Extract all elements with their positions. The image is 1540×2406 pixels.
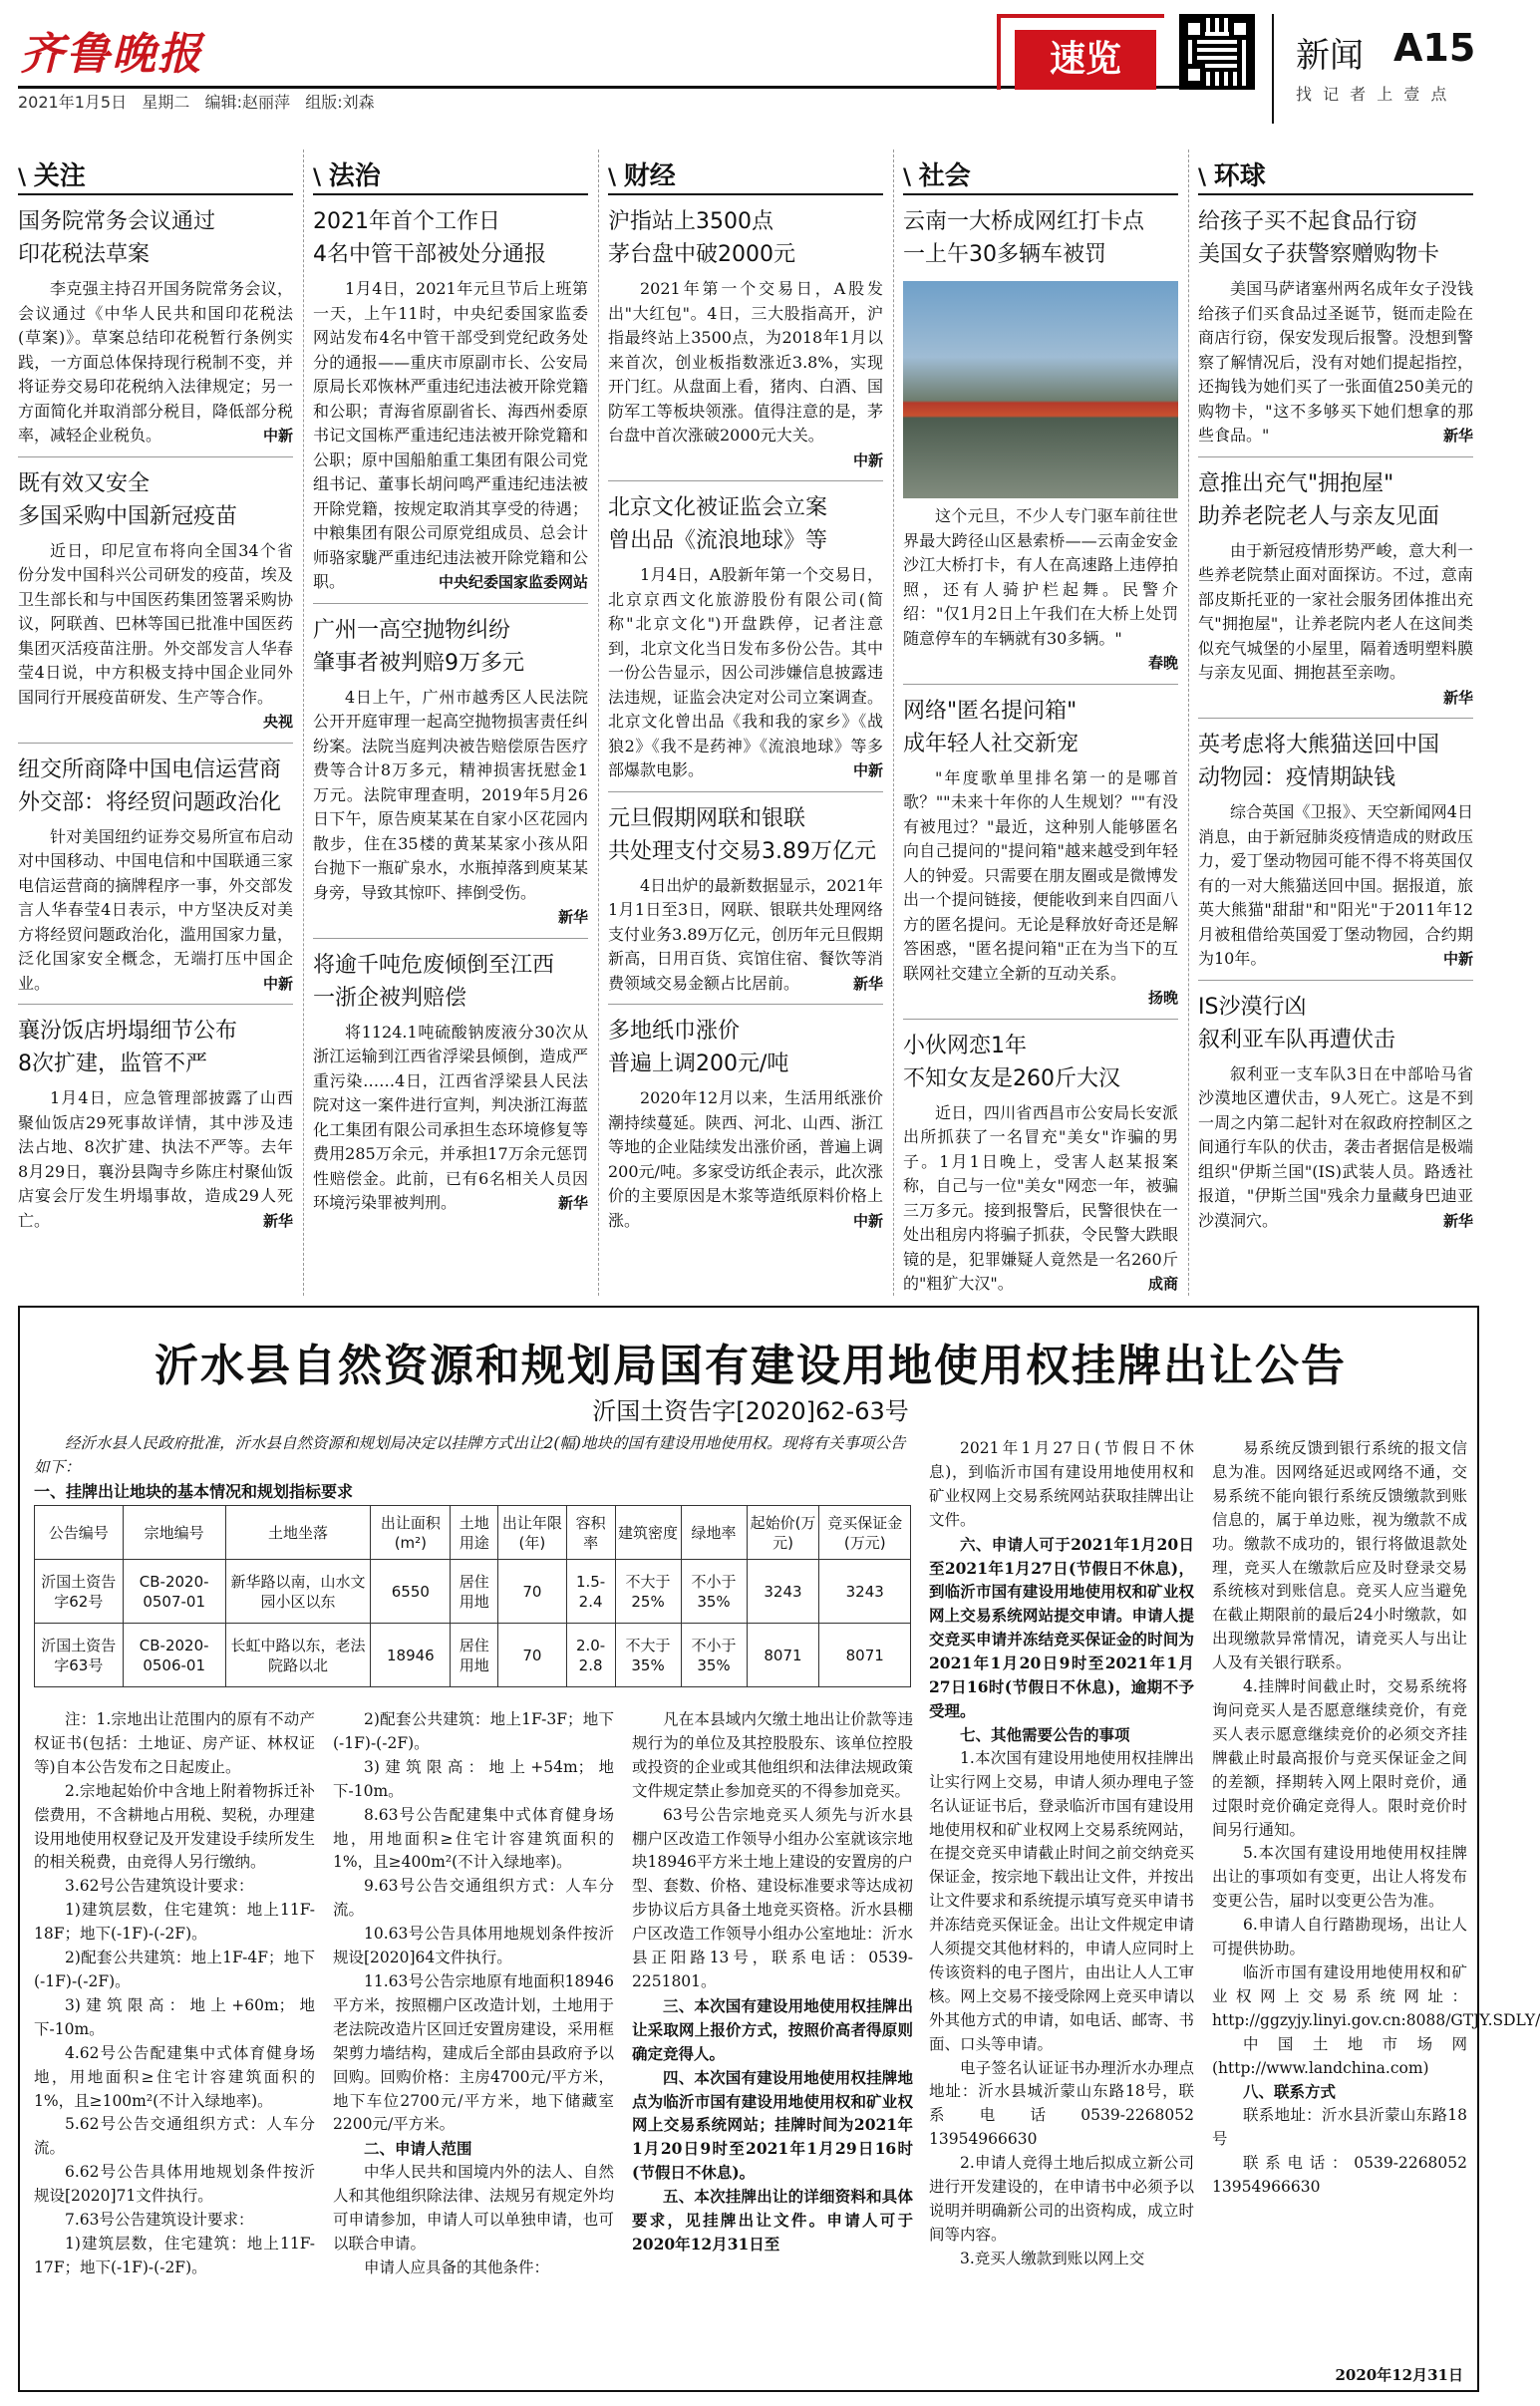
- column-divider: [303, 150, 304, 1296]
- article-source: 新华: [1442, 427, 1473, 445]
- table-cell: 沂国土资告字63号: [35, 1624, 124, 1687]
- column-heading: \ 法治: [313, 148, 588, 195]
- article-divider: [313, 603, 588, 604]
- announcement-paragraph: 5.62号公告交通组织方式：人车分流。: [34, 2115, 315, 2158]
- table-header: 建筑密度: [615, 1506, 681, 1560]
- column-heading: \ 关注: [18, 148, 293, 195]
- article-text: 由于新冠疫情形势严峻，意大利一些养老院禁止面对面探访。不过，意南部皮斯托亚的一家社会服务团体推出充气"拥抱屋"，让养老院内老人在这间类似充气城堡的小屋里，隔着透明塑料膜与亲友见面、拥抱甚至亲吻。: [1198, 540, 1473, 682]
- table-cell: 8071: [747, 1624, 819, 1687]
- article-headline: 国务院常务会议通过 印花税法草案: [18, 209, 216, 267]
- newspaper-logo: 齐鲁晚报: [20, 29, 203, 80]
- table-cell: 不小于35%: [681, 1560, 747, 1624]
- article-source: 央视: [262, 713, 293, 731]
- table-row: [35, 1560, 911, 1624]
- table-cell: 70: [498, 1624, 567, 1687]
- news-column-2: [313, 148, 588, 1304]
- announcement-number: 沂国土资告字[2020]62-63号: [592, 1397, 909, 1425]
- announcement-paragraph: 易系统反馈到银行系统的报文信息为准。因网络延迟或网络不通，交易系统不能向银行系统反馈缴款到账信息的，属于单边账，视为缴款不成功。缴款不成功的，银行将做退款处理，竞买人在缴款后应及时登录交易系统核对到账信息。竞买人应当避免在截止期限前的最后24小时缴款，如出现缴款异常情况，请竞买人与出让人及有关银行联系。: [1212, 1439, 1467, 1672]
- article-text: 叙利亚一支车队3日在中部哈马省沙漠地区遭伏击，9人死亡。这是不到一周之内第二起针对在叙政府控制区之间通行车队的伏击，袭击者据信是极端组织"伊斯兰国"(IS)武装人员。路透社报道，"伊斯兰国"残余力量藏身巴迪亚沙漠洞穴。: [1198, 1063, 1473, 1230]
- table-cell: 居住用地: [451, 1624, 498, 1687]
- article-body: [608, 563, 883, 783]
- article-headline: IS沙漠行凶 叙利亚车队再遭伏击: [1198, 994, 1396, 1053]
- announcement-paragraph: 中华人民共和国境内外的法人、自然人和其他组织除法律、法规另有规定外均可申请参加，申请人可以单独申请，也可以联合申请。: [333, 2163, 614, 2253]
- column-heading: \ 财经: [608, 148, 883, 195]
- announcement-paragraph: 三、本次国有建设用地使用权挂牌出让采取网上报价方式，按照价高者得原则确定竞得人。: [632, 1995, 913, 2063]
- announcement-paragraph: 7.63号公告建筑设计要求：: [65, 2211, 254, 2230]
- table-header: 竞买保证金(万元): [819, 1506, 911, 1560]
- article-text: 针对美国纽约证券交易所宣布启动对中国移动、中国电信和中国联通三家电信运营商的摘牌程序一事，外交部发言人华春莹4日表示，中方坚决反对美方将经贸问题政治化，滥用国家力量，泛化国家安全概念，无端打压中国企业。: [18, 826, 293, 993]
- article-headline: 云南一大桥成网红打卡点 一上午30多辆车被罚: [903, 209, 1145, 267]
- land-parcel-table: [34, 1505, 911, 1687]
- article-source: 扬晚: [1147, 989, 1178, 1007]
- article-divider: [18, 456, 293, 457]
- bridge-photo: [903, 281, 1178, 498]
- announcement-paragraph: 11.63号公告宗地原有地面积18946平方米，按照棚户区改造计划，土地用于老法院改造片区回迁安置房建设，采用框架剪力墙结构，建成后全部由县政府予以回购。回购价格：主房4700元/平方米，地下车位2700元/平方米，地下储藏室2200元/平方米。: [333, 1971, 614, 2134]
- article-body: [313, 1021, 588, 1216]
- article-headline: 英考虑将大熊猫送回中国 动物园：疫情期缺钱: [1198, 733, 1440, 790]
- announcement-paragraph: 电子签名认证证书办理沂水办理点地址：沂水县城沂蒙山东路18号，联系电话0539-2268052 13954966630: [929, 2058, 1194, 2149]
- announcement-paragraph: 3.竞买人缴款到账以网上交: [960, 2249, 1145, 2267]
- article-headline: 元旦假期网联和银联 共处理支付交易3.89万亿元: [608, 805, 876, 864]
- article-text: 近日，四川省西昌市公安局长安派出所抓获了一名冒充"美女"诈骗的男子。1月1日晚上，受害人赵某报案称，自己与一位"美女"网恋一年，被骗三万多元。接到报警后，民警很快在一处出租房内将骗子抓获，令民警大跌眼镜的是，犯罪嫌疑人竟然是一名260斤的"粗犷大汉"。: [903, 1102, 1178, 1293]
- announcement-paragraph: 凡在本县域内欠缴土地出让价款等违规行为的单位及其控股股东、该单位控股或投资的企业或其他组织和法律法规政策文件规定禁止参加竞买的不得参加竞买。: [632, 1710, 913, 1800]
- article-text: 这个元旦，不少人专门驱车前往世界最大跨径山区悬索桥——云南金安金沙江大桥打卡，有人在高速路上违停拍照，还有人骑护栏起舞。民警介绍："仅1月2日上午我们在大桥上处罚随意停车的车辆就有30多辆。": [903, 506, 1178, 648]
- announcement-paragraph: 2)配套公共建筑：地上1F-3F；地下(-1F)-(-2F)。: [333, 1710, 614, 1752]
- section-tag: 速览: [1015, 30, 1156, 90]
- article-body: [1198, 277, 1473, 449]
- article-body: [903, 1101, 1178, 1297]
- article-text: 2020年12月以来，生活用纸涨价潮持续蔓延。陕西、河北、山西、浙江等地的企业陆续发出涨价函，普遍上调200元/吨。多家受访纸企表示，此次涨价的主要原因是木浆等造纸原料价格上涨。: [608, 1088, 883, 1230]
- announcement-paragraph: 注：1.宗地出让范围内的原有不动产权证书(包括：土地证、房产证、林权证等)自本公告发布之日起废止。: [34, 1710, 315, 1776]
- table-cell: 70: [498, 1560, 567, 1624]
- announcement-col-1: [34, 1708, 315, 2386]
- article-text: 李克强主持召开国务院常务会议，会议通过《中华人民共和国印花税法(草案)》。草案总结印花税暂行条例实践，一方面总体保持现行税制不变，并将证券交易印花税纳入法律规定；另一方面简化并取消部分税目，降低部分税率，减轻企业税负。: [18, 279, 293, 445]
- article-divider: [1198, 456, 1473, 457]
- table-cell: 18946: [371, 1624, 451, 1687]
- article-source: 新华: [262, 1211, 293, 1230]
- announcement-paragraph: 申请人应具备的其他条件：: [364, 2257, 550, 2276]
- qr-code-icon: [1179, 14, 1255, 90]
- article-divider: [18, 1004, 293, 1005]
- article-source: 成商: [1147, 1275, 1178, 1293]
- article-headline: 多地纸巾涨价 普遍上调200元/吨: [608, 1019, 789, 1076]
- table-cell: 3243: [819, 1560, 911, 1624]
- column-heading: \ 环球: [1198, 148, 1473, 195]
- column-heading: \ 社会: [903, 148, 1178, 195]
- announcement-paragraph: 3.62号公告建筑设计要求：: [65, 1877, 254, 1896]
- column-divider: [1188, 150, 1189, 1296]
- article-body: [18, 825, 293, 997]
- article-divider: [1198, 718, 1473, 719]
- article-source: 中新: [852, 1211, 883, 1230]
- table-header: 起始价(万元): [747, 1506, 819, 1560]
- announcement-col-2: [333, 1708, 614, 2386]
- announcement-paragraph: 临沂市国有建设用地使用权和矿业权网上交易系统网址：http://ggzyjy.linyi.gov.cn:8088/GTJY.SDLY/: [1212, 1962, 1540, 2029]
- announcement-paragraph: 联系电话：0539-2268052 13954966630: [1212, 2154, 1467, 2197]
- article-source: 中新: [1442, 950, 1473, 968]
- announcement-paragraph: 八、联系方式: [1243, 2082, 1337, 2102]
- announcement-intro: 经沂水县人民政府批准，沂水县自然资源和规划局决定以挂牌方式出让2(幅)地块的国有建设用地使用权。现将有关事项公告如下：: [34, 1434, 906, 1476]
- news-column-4: [903, 148, 1178, 1304]
- article-body: [903, 766, 1178, 1007]
- news-column-5: [1198, 148, 1473, 1304]
- article-source: 新华: [852, 974, 883, 993]
- article-divider: [903, 684, 1178, 685]
- article-body: [18, 1086, 293, 1233]
- article-headline: 将逾千吨危废倾倒至江西 一浙企被判赔偿: [313, 952, 555, 1011]
- page-number: A15: [1393, 26, 1476, 70]
- announcement-paragraph: 1)建筑层数，住宅建筑：地上11F-18F；地下(-1F)-(-2F)。: [34, 1901, 315, 1944]
- article-source: 新华: [1442, 688, 1473, 707]
- article-source: 新华: [557, 908, 588, 926]
- announcement-paragraph: 七、其他需要公告的事项: [960, 1724, 1130, 1744]
- header-divider: [1272, 14, 1274, 124]
- article-source: 中新: [852, 451, 883, 469]
- table-header: 宗地编号: [123, 1506, 225, 1560]
- article-source: 中新: [852, 761, 883, 779]
- article-text: 4日出炉的最新数据显示，2021年1月1日至3日，网联、银联共处理网络支付业务3.89万亿元，创历年元旦假期新高，日用百货、宾馆住宿、餐饮等消费领域交易金额占比居前。: [608, 875, 883, 993]
- table-header: 土地坐落: [225, 1506, 371, 1560]
- table-caption: 一、挂牌出让地块的基本情况和规划指标要求: [34, 1482, 354, 1501]
- article-text: 1月4日，2021年元旦节后上班第一天，上午11时，中央纪委国家监委网站发布4名中管干部受到党纪政务处分的通报——重庆市原副市长、公安局原局长邓恢林严重违纪违法被开除党籍和公职；青海省原副省长、海西州委原书记文国栋严重违纪违法被开除党籍和公职；原中国船舶重工集团有限公司党组书记、董事长胡问鸣严重违纪违法被开除党籍，按规定取消其享受的待遇；中粮集团有限公司原党组成员、总会计师骆家駹严重违纪违法被开除党籍和公职。: [313, 279, 588, 591]
- article-divider: [608, 480, 883, 481]
- table-header: 公告编号: [35, 1506, 124, 1560]
- article-body: [18, 277, 293, 449]
- article-headline: 小伙网恋1年 不知女友是260斤大汉: [903, 1033, 1120, 1091]
- reporter-line: 找 记 者 上 壹 点: [1296, 85, 1450, 104]
- announcement-paragraph: 10.63号公告具体用地规划条件按沂规设[2020]64文件执行。: [333, 1925, 614, 1967]
- date-line: 2021年1月5日 星期二 编辑:赵丽萍 组版:刘森: [18, 93, 375, 112]
- article-divider: [608, 791, 883, 792]
- article-divider: [18, 743, 293, 744]
- table-cell: CB-2020-0507-01: [123, 1560, 225, 1624]
- article-body: [608, 874, 883, 997]
- article-divider: [313, 938, 588, 939]
- announcement-paragraph: 9.63号公告交通组织方式：人车分流。: [333, 1877, 614, 1920]
- article-body: [18, 539, 293, 731]
- table-cell: 3243: [747, 1560, 819, 1624]
- article-body: [1198, 800, 1473, 972]
- announcement-paragraph: 8.63号公告配建集中式体育健身场地，用地面积≥住宅计容建筑面积的1%，且≥400m²(不计入绿地率)。: [333, 1805, 614, 1872]
- article-text: 1月4日，A股新年第一个交易日，北京京西文化旅游股份有限公司(简称"北京文化")开盘跌停，记者注意到，北京文化当日发布多份公告。其中一份公告显示，因公司涉嫌信息披露违法违规，证监会决定对公司立案调查。北京文化曾出品《我和我的家乡》《战狼2》《我不是药神》《流浪地球》等多部爆款电影。: [608, 565, 883, 779]
- table-header: 出让年限(年): [498, 1506, 567, 1560]
- article-divider: [903, 1019, 1178, 1020]
- news-columns: [18, 148, 1479, 1304]
- article-divider: [1198, 980, 1473, 981]
- article-text: 近日，印尼宣布将向全国34个省份分发中国科兴公司研发的疫苗，埃及卫生部长和与中国医药集团签署采购协议，阿联酋、巴林等国已批准中国医药集团灭活疫苗注册。外交部发言人华春莹4日说，中方积极支持中国企业同外国同行开展疫苗研发、生产等合作。: [18, 540, 293, 707]
- article-text: 美国马萨诸塞州两名成年女子没钱给孩子们买食品过圣诞节，铤而走险在商店行窃，保安发现后报警。没想到警察了解情况后，没有对她们提起指控，还掏钱为她们买了一张面值250美元的购物卡，"这不多够买下她们想拿的那些食品。": [1198, 279, 1473, 445]
- article-text: 1月4日，应急管理部披露了山西聚仙饭店29死事故详情，其中涉及违法占地、8次扩建、执法不严等。去年8月29日，襄汾县陶寺乡陈庄村聚仙饭店宴会厅发生坍塌事故，造成29人死亡。: [18, 1088, 293, 1230]
- table-cell: 沂国土资告字62号: [35, 1560, 124, 1624]
- announcement-paragraph: 3)建筑限高：地上+54m；地下-10m。: [333, 1757, 614, 1800]
- announcement-paragraph: 中国土地市场网(http://www.landchina.com): [1212, 2034, 1467, 2077]
- announcement-col-5: [1212, 1437, 1540, 2359]
- article-headline: 意推出充气"拥抱屋" 助养老院老人与亲友见面: [1198, 470, 1440, 529]
- article-source: 中新: [262, 427, 293, 445]
- article-body: [1198, 1062, 1473, 1234]
- article-body: [313, 686, 588, 926]
- announcement-paragraph: 6.申请人自行踏勘现场，出让人可提供协助。: [1212, 1916, 1467, 1958]
- masthead: [0, 0, 1495, 154]
- article-body: [608, 1086, 883, 1233]
- article-text: 4日上午，广州市越秀区人民法院公开开庭审理一起高空抛物损害责任纠纷案。法院当庭判决被告赔偿原告医疗费等合计8万多元，精神损害抚慰金1万元。法院审理查明，2019年5月26日下午，原告庾某某在自家小区花园内散步，住在35楼的黄某某家小孩从阳台抛下一瓶矿泉水，水瓶掉落到庾某某身旁，导致其惊吓、摔倒受伤。: [313, 687, 588, 902]
- table-cell: 1.5-2.4: [566, 1560, 615, 1624]
- announcement-paragraph: 联系地址：沂水县沂蒙山东路18号: [1212, 2106, 1467, 2149]
- column-divider: [598, 150, 599, 1296]
- article-headline: 北京文化被证监会立案 曾出品《流浪地球》等: [608, 495, 828, 553]
- section-name: 新闻: [1296, 36, 1364, 76]
- article-headline: 纽交所商降中国电信运营商 外交部：将经贸问题政治化: [18, 756, 282, 815]
- announcement-paragraph: 6.62号公告具体用地规划条件按沂规设[2020]71文件执行。: [34, 2163, 315, 2206]
- article-source: 新华: [557, 1194, 588, 1212]
- article-headline: 襄汾饭店坍塌细节公布 8次扩建，监管不严: [18, 1019, 238, 1076]
- news-column-3: [608, 148, 883, 1304]
- article-text: 综合英国《卫报》、天空新闻网4日消息，由于新冠肺炎疫情造成的财政压力，爱丁堡动物园可能不得不将英国仅有的一对大熊猫送回中国。据报道，旅英大熊猫"甜甜"和"阳光"于2011年12月被租借给英国爱丁堡动物园，合约期为10年。: [1198, 802, 1473, 968]
- announcement-paragraph: 2.申请人竞得土地后拟成立新公司进行开发建设的，在申请书中必须予以说明并明确新公司的出资构成，成立时间等内容。: [929, 2154, 1194, 2244]
- table-cell: 6550: [371, 1560, 451, 1624]
- announcement-paragraph: 二、申请人范围: [364, 2139, 472, 2159]
- article-body: [1198, 539, 1473, 707]
- announcement-title: 沂水县自然资源和规划局国有建设用地使用权挂牌出让公告: [154, 1341, 1347, 1391]
- article-body: [608, 277, 883, 469]
- article-headline: 既有效又安全 多国采购中国新冠疫苗: [18, 470, 238, 529]
- land-auction-announcement: [18, 1306, 1540, 2392]
- table-header: 绿地率: [681, 1506, 747, 1560]
- article-headline: 网络"匿名提问箱" 成年轻人社交新宠: [903, 698, 1079, 756]
- announcement-paragraph: 1)建筑层数，住宅建筑：地上11F-17F；地下(-1F)-(-2F)。: [34, 2234, 315, 2276]
- table-cell: 不大于25%: [615, 1560, 681, 1624]
- article-text: 将1124.1吨硫酸钠废液分30次从浙江运输到江西省浮梁县倾倒，造成严重污染……4日，江西省浮梁县人民法院对这一案件进行宣判，判决浙江海蓝化工集团有限公司承担生态环境修复等费用285万余元，并承担17万余元惩罚性赔偿金。此前，已有6名相关人员因环境污染罪被判刑。: [313, 1022, 588, 1212]
- announcement-paragraph: 五、本次挂牌出让的详细资料和具体要求，见挂牌出让文件。申请人可于2020年12月31日至: [632, 2187, 913, 2254]
- table-cell: 2.0-2.8: [566, 1624, 615, 1687]
- announcement-paragraph: 3)建筑限高：地上+60m；地下-10m。: [34, 1995, 315, 2038]
- announcement-paragraph: 1.本次国有建设用地使用权挂牌出让实行网上交易，申请人须办理电子签名认证证书后，登录临沂市国有建设用地使用权和矿业权网上交易系统网站，在提交竞买申请截止时间之前交纳竞买保证金，按宗地下载出让文件，并按出让文件要求和系统提示填写竞买申请书并冻结竞买保证金。出让文件规定申请人须提交其他材料的，申请人应同时上传该资料的电子图片，由出让人人工审核。网上交易不接受除网上竞买申请以外其他方式的申请，如电话、邮寄、书面、口头等申请。: [929, 1748, 1194, 2053]
- announcement-paragraph: 2)配套公共建筑：地上1F-4F；地下(-1F)-(-2F)。: [34, 1949, 315, 1990]
- article-source: 新华: [1442, 1211, 1473, 1230]
- table-row: [35, 1624, 911, 1687]
- announcement-paragraph: 四、本次国有建设用地使用权挂牌地点为临沂市国有建设用地使用权和矿业权网上交易系统网站；挂牌时间为2021年1月20日9时至2021年1月29日16时(节假日不休息)。: [632, 2067, 913, 2183]
- article-headline: 沪指站上3500点 茅台盘中破2000元: [608, 209, 795, 267]
- article-headline: 2021年首个工作日 4名中管干部被处分通报: [313, 209, 546, 267]
- table-cell: 不大于35%: [615, 1624, 681, 1687]
- announcement-paragraph: 六、申请人可于2021年1月20日至2021年1月27日(节假日不休息)，到临沂市国有建设用地使用权和矿业权网上交易系统网站提交申请。申请人提交竞买申请并冻结竞买保证金的时间为2021年1月20日9时至2021年1月27日16时(节假日不休息)，逾期不予受理。: [929, 1534, 1194, 1720]
- table-cell: 长虹中路以东，老法院路以北: [225, 1624, 371, 1687]
- news-column-1: [18, 148, 293, 1304]
- column-divider: [893, 150, 894, 1296]
- table-cell: 8071: [819, 1624, 911, 1687]
- article-text: 2021年第一个交易日，A股发出"大红包"。4日，三大股指高开，沪指最终站上3500点，为2018年1月以来首次，创业板指数涨近3.8%，实现开门红。从盘面上看，猪肉、白酒、国防军工等板块领涨。值得注意的是，茅台盘中首次涨破2000元大关。: [608, 279, 883, 445]
- announcement-paragraph: 63号公告宗地竞买人须先与沂水县棚户区改造工作领导小组办公室就该宗地块18946平方米土地上建设的安置房的户型、套数、价格、建设标准要求等达成初步协议后方具备土地竞买资格。沂水县棚户区改造工作领导小组办公室地址：沂水县正阳路13号，联系电话：0539-2251801。: [632, 1805, 913, 1990]
- announcement-paragraph: 2.宗地起始价中含地上附着物拆迁补偿费用，不含耕地占用税、契税，办理建设用地使用权登记及开发建设手续所发生的相关税费，由竞得人另行缴纳。: [34, 1781, 315, 1872]
- article-divider: [608, 1004, 883, 1005]
- announcement-paragraph: 4.62号公告配建集中式体育健身场地，用地面积≥住宅计容建筑面积的1%，且≥100m²(不计入绿地率)。: [34, 2043, 315, 2110]
- announcement-col-4: [929, 1437, 1194, 2389]
- article-body: [313, 277, 588, 595]
- article-body: [903, 504, 1178, 672]
- table-cell: 不小于35%: [681, 1624, 747, 1687]
- table-header: 土地用途: [451, 1506, 498, 1560]
- article-text: "年度歌单里排名第一的是哪首歌？""未来十年你的人生规划？""有没有被甩过？"最近，这种别人能够匿名向自己提问的"提问箱"越来越受到年轻人的钟爱。只需要在朋友圈或是微博发出一个提问链接，便能收到来自四面八方的匿名提问。无论是释放好奇还是解答困惑，"匿名提问箱"正在为当下的互联网社交建立全新的互动关系。: [903, 767, 1178, 983]
- article-source: 春晚: [1147, 654, 1178, 672]
- table-cell: 居住用地: [451, 1560, 498, 1624]
- article-source: 中央纪委国家监委网站: [438, 573, 588, 591]
- table-cell: 新华路以南，山水文园小区以东: [225, 1560, 371, 1624]
- announcement-paragraph: 5.本次国有建设用地使用权挂牌出让的事项如有变更，出让人将发布变更公告，届时以变更公告为准。: [1212, 1844, 1467, 1911]
- announcement-date: 2020年12月31日: [1335, 2366, 1463, 2384]
- table-header: 出让面积(m²): [371, 1506, 451, 1560]
- article-source: 中新: [262, 974, 293, 993]
- table-cell: CB-2020-0506-01: [123, 1624, 225, 1687]
- article-headline: 广州一高空抛物纠纷 肇事者被判赔9万多元: [313, 617, 524, 676]
- announcement-paragraph: 2021年1月27日(节假日不休息)，到临沂市国有建设用地使用权和矿业权网上交易系统网站获取挂牌出让文件。: [929, 1439, 1194, 1529]
- announcement-paragraph: 4.挂牌时间截止时，交易系统将询问竞买人是否愿意继续竞价，有竞买人表示愿意继续竞价的必须交齐挂牌截止时最高报价与竞买保证金之间的差额，择期转入网上限时竞价，通过限时竞价确定竞得人。限时竞价时间另行通知。: [1212, 1677, 1467, 1839]
- table-header: 容积率: [566, 1506, 615, 1560]
- article-headline: 给孩子买不起食品行窃 美国女子获警察赠购物卡: [1198, 209, 1440, 267]
- announcement-col-3: [632, 1708, 913, 2386]
